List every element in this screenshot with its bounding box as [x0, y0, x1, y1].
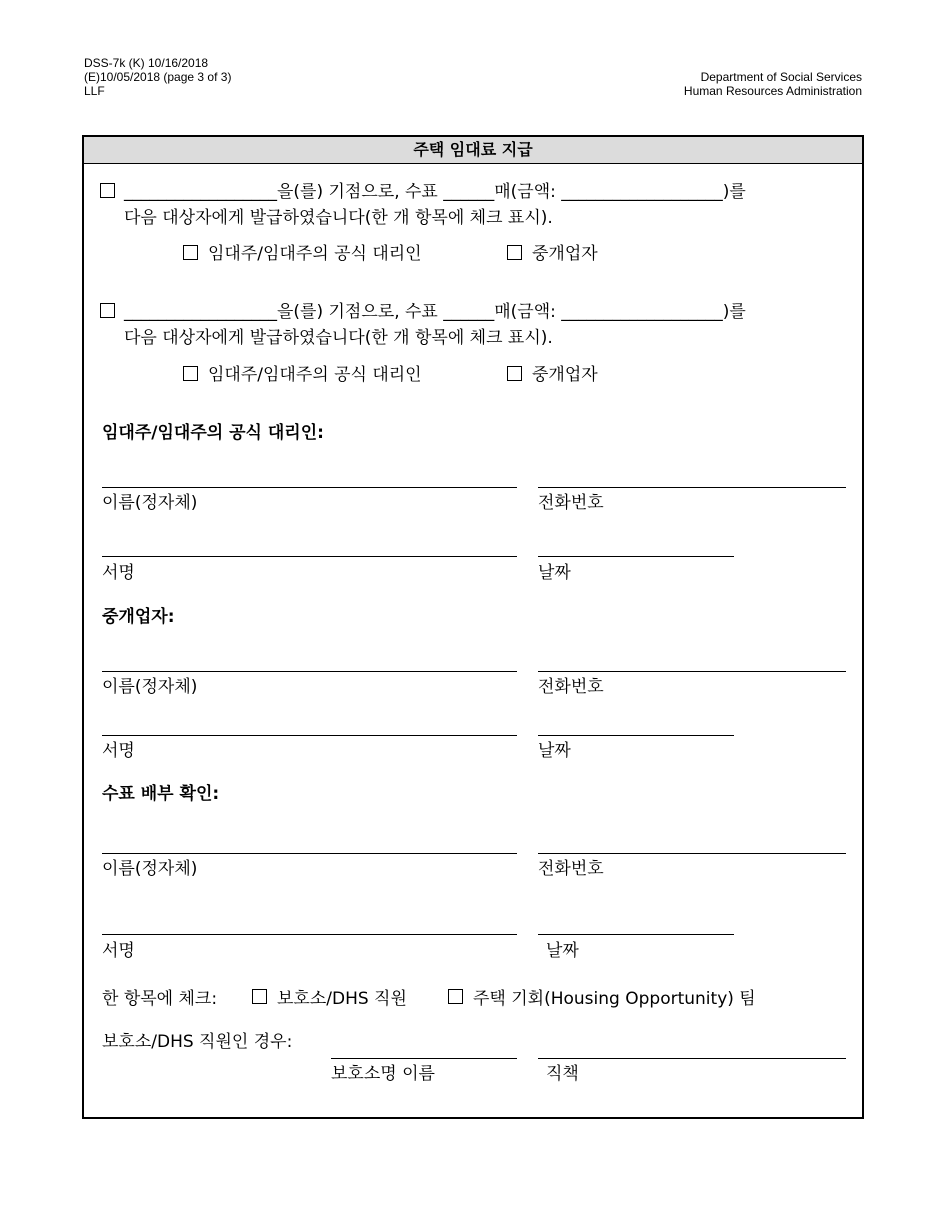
check-block-2-broker-checkbox[interactable] — [507, 366, 522, 381]
landlord-signature-line[interactable] — [102, 556, 517, 557]
english-version: (E)10/05/2018 (page 3 of 3) — [84, 70, 232, 84]
rent-payment-form — [82, 135, 864, 1119]
form-title: 주택 임대료 지급 — [84, 137, 862, 164]
check-block-2-line1: __________________을(를) 기점으로, 수표 ______매(금액: ___________________)를 — [124, 302, 746, 322]
shelter-name-line[interactable] — [331, 1058, 517, 1059]
housing-team-label: 주택 기회(Housing Opportunity) 팀 — [473, 989, 756, 1009]
form-code: DSS-7k (K) 10/16/2018 — [84, 56, 209, 70]
agency-block — [684, 70, 862, 98]
shelter-staff-label: 보호소/DHS 직원 — [277, 989, 407, 1009]
check-block-1-line2: 다음 대상자에게 발급하였습니다(한 개 항목에 체크 표시). — [124, 208, 553, 228]
check-block-2-landlord-checkbox[interactable] — [183, 366, 198, 381]
landlord-date-label: 날짜 — [538, 563, 571, 583]
landlord-name-label: 이름(정자체) — [102, 493, 198, 513]
form-id-block — [84, 56, 231, 98]
broker-phone-label: 전화번호 — [538, 677, 604, 697]
staff-title-line[interactable] — [538, 1058, 846, 1059]
check-block-1-line1: __________________을(를) 기점으로, 수표 ______매(금액: ___________________)를 — [124, 182, 746, 202]
distribution-name-label: 이름(정자체) — [102, 859, 198, 879]
landlord-section-heading: 임대주/임대주의 공식 대리인: — [102, 423, 324, 443]
check-block-2-line2: 다음 대상자에게 발급하였습니다(한 개 항목에 체크 표시). — [124, 328, 553, 348]
broker-signature-line[interactable] — [102, 735, 517, 736]
landlord-phone-line[interactable] — [538, 487, 846, 488]
distribution-date-label: 날짜 — [546, 941, 579, 961]
distribution-name-line[interactable] — [102, 853, 517, 854]
check-block-2-broker-label: 중개업자 — [532, 365, 598, 385]
broker-signature-label: 서명 — [102, 741, 135, 761]
broker-date-label: 날짜 — [538, 741, 571, 761]
distribution-date-line[interactable] — [538, 934, 734, 935]
landlord-name-line[interactable] — [102, 487, 517, 488]
broker-date-line[interactable] — [538, 735, 734, 736]
check-block-2-checkbox[interactable] — [100, 303, 115, 318]
check-block-1-landlord-label: 임대주/임대주의 공식 대리인 — [208, 244, 422, 264]
distribution-phone-line[interactable] — [538, 853, 846, 854]
shelter-name-label: 보호소명 이름 — [331, 1064, 435, 1084]
check-block-1-broker-checkbox[interactable] — [507, 245, 522, 260]
broker-name-line[interactable] — [102, 671, 517, 672]
broker-section-heading: 중개업자: — [102, 607, 175, 627]
distribution-signature-label: 서명 — [102, 941, 135, 961]
broker-name-label: 이름(정자체) — [102, 677, 198, 697]
shelter-staff-checkbox[interactable] — [252, 989, 267, 1004]
shelter-staff-prompt: 보호소/DHS 직원인 경우: — [102, 1032, 293, 1052]
landlord-date-line[interactable] — [538, 556, 734, 557]
check-block-2-landlord-label: 임대주/임대주의 공식 대리인 — [208, 365, 422, 385]
landlord-phone-label: 전화번호 — [538, 493, 604, 513]
department-name: Department of Social Services — [700, 70, 862, 84]
check-block-1-broker-label: 중개업자 — [532, 244, 598, 264]
landlord-signature-label: 서명 — [102, 563, 135, 583]
check-block-1-checkbox[interactable] — [100, 183, 115, 198]
staff-title-label: 직책 — [546, 1064, 579, 1084]
distribution-section-heading: 수표 배부 확인: — [102, 784, 220, 804]
broker-phone-line[interactable] — [538, 671, 846, 672]
check-one-prompt: 한 항목에 체크: — [102, 989, 218, 1009]
distribution-signature-line[interactable] — [102, 934, 517, 935]
distribution-phone-label: 전화번호 — [538, 859, 604, 879]
administration-name: Human Resources Administration — [683, 84, 862, 98]
housing-team-checkbox[interactable] — [448, 989, 463, 1004]
office-code: LLF — [84, 84, 105, 98]
check-block-1-landlord-checkbox[interactable] — [183, 245, 198, 260]
